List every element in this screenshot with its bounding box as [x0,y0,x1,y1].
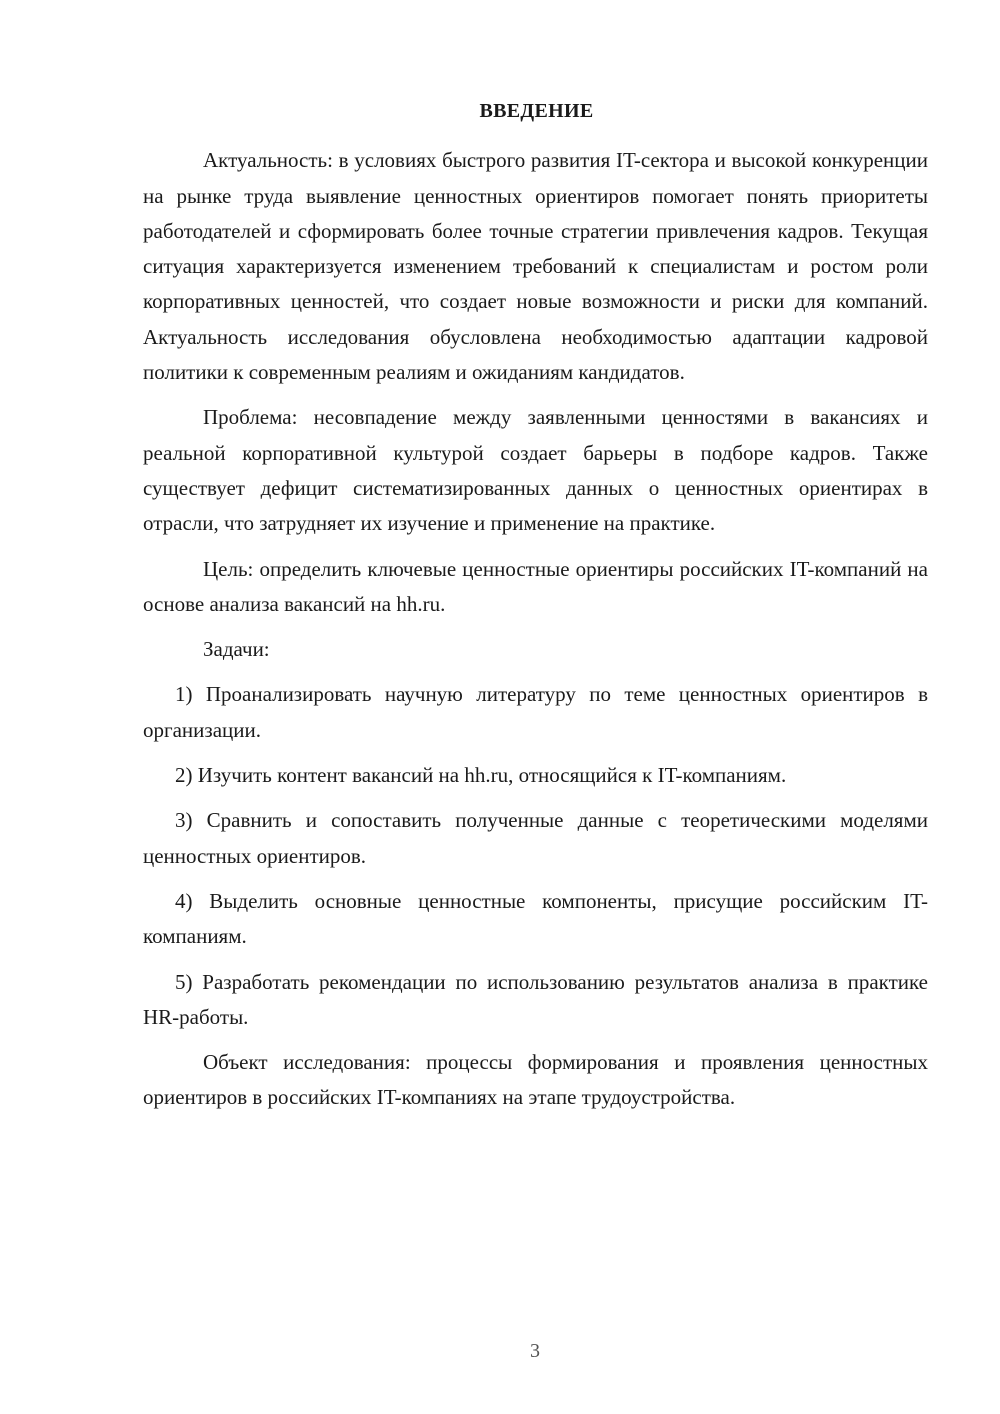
paragraph-problem: Проблема: несовпадение между заявленными ценностями в вакансиях и реальной корпоративной культурой создает барьеры в подборе кадров. Также существует дефицит систематизированных данных о ценностных ориентирах в отрасли, что затрудняет их изучение и применение на практике. [143,405,928,536]
tasks-heading: Задачи: [203,637,270,662]
task-item-2: 2) Изучить контент вакансий на hh.ru, относящийся к IT-компаниям. [175,763,787,788]
task-item-3: 3) Сравнить и сопоставить полученные данные с теоретическими моделями ценностных ориентиров. [143,808,928,868]
page-number: 3 [530,1340,540,1362]
document-body [143,94,928,1116]
task-item-1: 1) Проанализировать научную литературу по теме ценностных ориентиров в организации. [143,682,928,742]
section-title: ВВЕДЕНИЕ [479,100,594,122]
paragraph-object: Объект исследования: процессы формирования и проявления ценностных ориентиров в российских IT-компаниях на этапе трудоустройства. [143,1050,928,1110]
task-item-4: 4) Выделить основные ценностные компоненты, присущие российским IT-компаниям. [143,888,928,949]
task-item-5: 5) Разработать рекомендации по использованию результатов анализа в практике HR-работы. [143,969,928,1029]
paragraph-relevance: Актуальность: в условиях быстрого развития IT-сектора и высокой конкуренции на рынке труда выявление ценностных ориентиров помогает понять приоритеты работодателей и сформировать более точные стратегии привлечения кадров. Текущая ситуация характеризуется изменением требований к специалистам и ростом роли корпоративных ценностей, что создает новые возможности и риски для компаний. Актуальность исследования обусловлена необходимостью адаптации кадровой политики к современным реалиям и ожиданиям кандидатов. [143,148,928,385]
paragraph-goal: Цель: определить ключевые ценностные ориентиры российских IT-компаний на основе анализа вакансий на hh.ru. [143,556,928,616]
